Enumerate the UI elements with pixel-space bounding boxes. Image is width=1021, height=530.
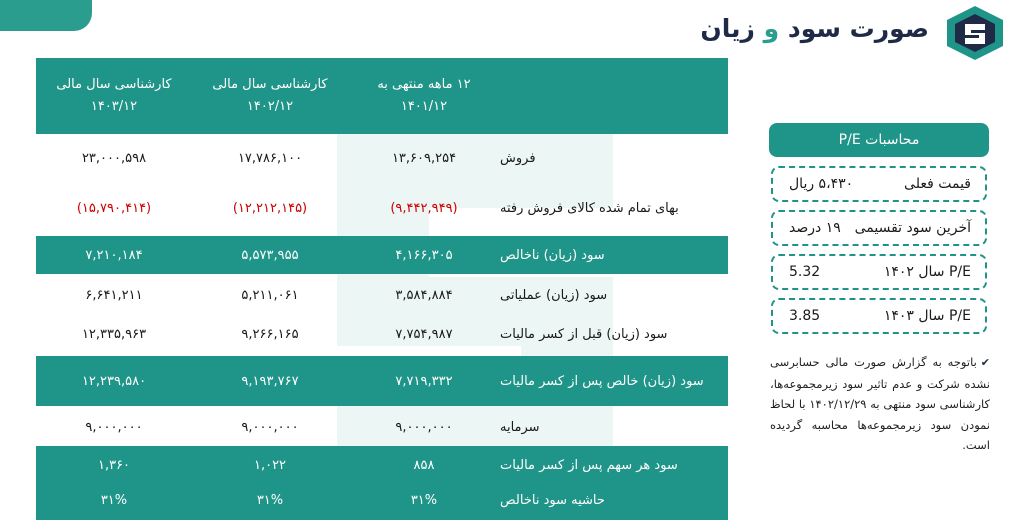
company-logo-icon: [943, 4, 1007, 62]
table-row: [36, 314, 728, 354]
row-label: فروش: [500, 150, 536, 166]
cell-1403: ۳۱%: [100, 492, 128, 508]
pe-item-label: آخرین سود تقسیمی: [854, 220, 971, 236]
cell-1402: ۹,۰۰۰,۰۰۰: [241, 419, 299, 435]
pe-panel-title: محاسبات P/E: [769, 123, 989, 157]
top-accent-bar: [0, 0, 92, 31]
pe-item-last-dividend: [771, 210, 987, 246]
cell-1401: ۷,۷۱۹,۳۳۲: [395, 373, 453, 389]
pe-item-label: P/E سال ۱۴۰۲: [883, 264, 971, 280]
pe-item-value: ۵،۴۳۰ ریال: [789, 176, 854, 192]
row-label: حاشیه سود ناخالص: [500, 492, 605, 508]
col-header-1401: [348, 58, 500, 134]
title-part1: صورت سود: [787, 14, 929, 43]
cell-1403: ۹,۰۰۰,۰۰۰: [85, 419, 143, 435]
row-label: سود (زیان) ناخالص: [500, 247, 605, 263]
pe-item-pe-1402: [771, 254, 987, 290]
row-label: سود (زیان) خالص پس از کسر مالیات: [500, 373, 704, 389]
cell-1402: ۵,۵۷۳,۹۵۵: [241, 247, 299, 263]
cell-1401: ۳,۵۸۴,۸۸۴: [395, 287, 453, 303]
table-row: [36, 236, 728, 274]
col-header-1403: [36, 58, 192, 134]
table-row: [36, 448, 728, 482]
cell-1403: ۲۳,۰۰۰,۵۹۸: [81, 150, 147, 166]
pe-item-pe-1403: [771, 298, 987, 334]
col-header-line2: ۱۴۰۲/۱۲: [246, 99, 294, 114]
pe-item-label: قیمت فعلی: [904, 176, 971, 192]
cell-1401: ۷,۷۵۴,۹۸۷: [395, 326, 453, 342]
pe-item-current-price: [771, 166, 987, 202]
pe-note: [770, 352, 990, 456]
row-label: سود هر سهم پس از کسر مالیات: [500, 457, 678, 473]
cell-1401: ۹,۰۰۰,۰۰۰: [395, 419, 453, 435]
pe-item-value: 5.32: [789, 264, 821, 280]
pe-note-text: باتوجه به گزارش صورت مالی حسابرسی نشده شرکت و عدم تاثیر سود زیرمجموعه‌ها، کارشناسی سود منتهی به ۱۴۰۲/۱۲/۲۹ با لحاظ نمودن سود زیرمجموعه‌ها محاسبه گردیده است.: [770, 355, 990, 452]
table-row: [36, 276, 728, 314]
cell-1403: ۱۲,۳۳۵,۹۶۳: [81, 326, 147, 342]
col-header-line1: ۱۲ ماهه منتهی به: [377, 77, 471, 92]
row-label: سود (زیان) قبل از کسر مالیات: [500, 326, 668, 342]
col-header-line2: ۱۴۰۱/۱۲: [400, 99, 448, 114]
page-title: [700, 14, 929, 43]
check-icon: ✔: [980, 356, 990, 369]
pe-item-value: 3.85: [789, 308, 821, 324]
cell-1403: ۶,۶۴۱,۲۱۱: [85, 287, 143, 303]
col-header-line1: کارشناسی سال مالی: [56, 77, 172, 92]
col-header-line1: کارشناسی سال مالی: [212, 77, 328, 92]
pe-item-value: ۱۹ درصد: [789, 220, 841, 236]
cell-1402: ۹,۲۶۶,۱۶۵: [241, 326, 299, 342]
title-and: و: [763, 14, 780, 43]
cell-1402: ۹,۱۹۳,۷۶۷: [241, 373, 299, 389]
row-label: سود (زیان) عملیاتی: [500, 287, 608, 303]
cell-1403: ۱۲,۲۳۹,۵۸۰: [81, 373, 147, 389]
cell-1401: ۳۱%: [410, 492, 438, 508]
table-row: [36, 356, 728, 406]
cell-1401: (۹,۴۴۲,۹۴۹): [390, 200, 458, 216]
col-header-line2: ۱۴۰۳/۱۲: [90, 99, 138, 114]
cell-1403: (۱۵,۷۹۰,۴۱۴): [76, 200, 152, 216]
cell-1401: ۴,۱۶۶,۳۰۵: [395, 247, 453, 263]
cell-1402: (۱۲,۲۱۲,۱۴۵): [232, 200, 308, 216]
cell-1402: ۱۷,۷۸۶,۱۰۰: [237, 150, 303, 166]
title-part2: زیان: [700, 14, 755, 43]
cell-1402: ۱,۰۲۲: [253, 457, 287, 473]
cell-1402: ۵,۲۱۱,۰۶۱: [241, 287, 299, 303]
cell-1403: ۷,۲۱۰,۱۸۴: [85, 247, 143, 263]
table-row: [36, 136, 728, 180]
table-row: [36, 408, 728, 446]
cell-1401: ۱۳,۶۰۹,۲۵۴: [391, 150, 457, 166]
table-row: [36, 186, 728, 230]
cell-1402: ۳۱%: [256, 492, 284, 508]
cell-1401: ۸۵۸: [413, 457, 435, 473]
row-label: بهای تمام شده کالای فروش رفته: [500, 200, 679, 216]
col-header-1402: [192, 58, 348, 134]
table-header-row: [36, 58, 728, 134]
pe-item-label: P/E سال ۱۴۰۳: [883, 308, 971, 324]
table-row: [36, 482, 728, 518]
row-label: سرمایه: [500, 419, 540, 435]
cell-1403: ۱,۳۶۰: [97, 457, 131, 473]
